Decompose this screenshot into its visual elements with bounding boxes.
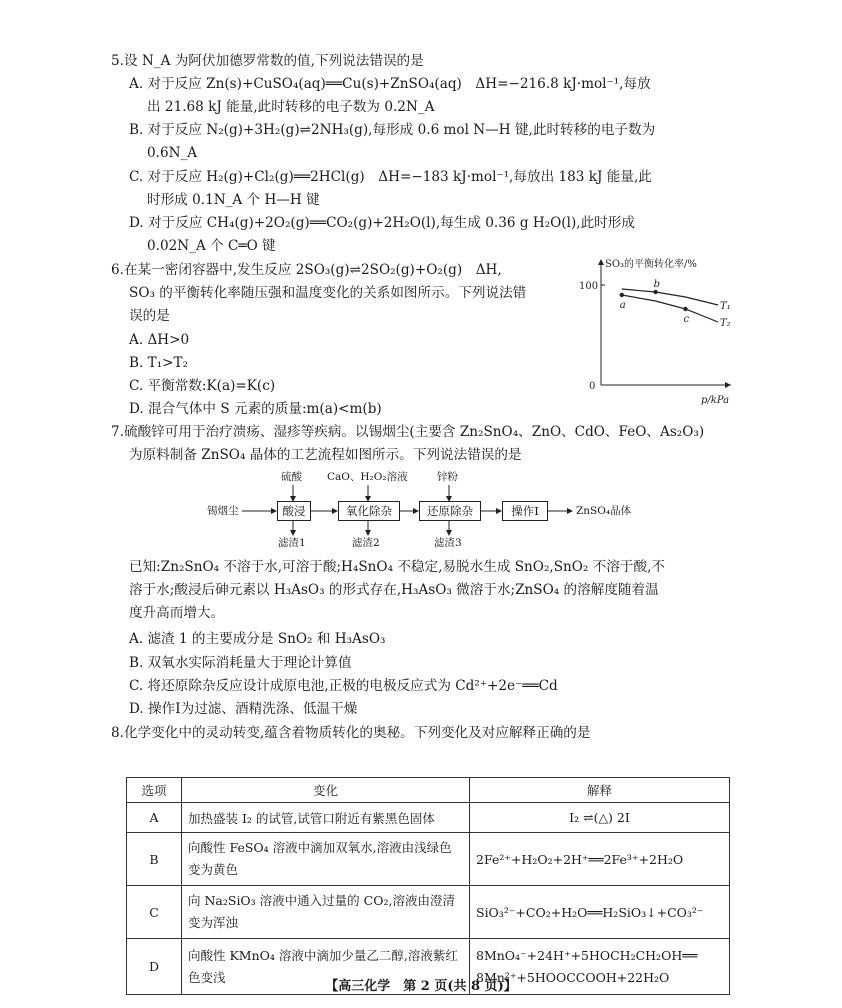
q7-option-d: D. 操作Ⅰ为过滤、酒精洗涤、低温干燥 [129, 701, 358, 717]
q8-table-header [127, 778, 730, 803]
q8-table [126, 777, 730, 995]
q6-stem-line2: SO₃ 的平衡转化率随压强和温度变化的关系如图所示。下列说法错 [129, 285, 527, 301]
q7-known-line1: 已知:Zn₂SnO₄ 不溶于水,可溶于酸;H₄SnO₄ 不稳定,易脱水生成 SnO₂,SnO₂ 不溶于酸,不 [129, 559, 665, 575]
x-axis-label: p/kPa [701, 395, 730, 406]
series-line-2 [619, 295, 718, 322]
q5-option-c-line2: 时形成 0.1N_A 个 H—H 键 [147, 192, 320, 208]
point-a [620, 293, 624, 297]
table-row [127, 803, 730, 833]
origin-label: 0 [589, 381, 596, 392]
q5-option-a-line2: 出 21.68 kJ 能量,此时转移的电子数为 0.2N_A [147, 99, 435, 115]
q6-option-b: B. T₁>T₂ [129, 355, 189, 371]
q8-header-change: 变化 [182, 778, 470, 803]
point-b [653, 290, 657, 294]
y-axis-arrow [598, 259, 604, 265]
q8-row-a-change: 加热盛装 I₂ 的试管,试管口附近有紫黑色固体 [182, 803, 470, 833]
point-c [683, 307, 687, 311]
flow-end: ZnSO₄晶体 [576, 505, 632, 517]
q7-stem-line2: 为原料制备 ZnSO₄ 晶体的工艺流程如图所示。下列说法错误的是 [129, 447, 522, 463]
q7-option-b: B. 双氧水实际消耗量大于理论计算值 [129, 655, 352, 671]
q8-header-option: 选项 [127, 778, 182, 803]
table-row [127, 886, 730, 939]
q7-known-line2: 溶于水;酸浸后砷元素以 H₃AsO₃ 的形式存在,H₃AsO₃ 微溶于水;ZnSO₄ 的溶解度随着温 [129, 582, 659, 598]
flow-start: 锡烟尘 [207, 505, 239, 517]
q6-stem-line3: 误的是 [129, 308, 170, 324]
q8-stem: 8.化学变化中的灵动转变,蕴含着物质转化的奥秘。下列变化及对应解释正确的是 [111, 725, 591, 741]
q8-row-c-change: 向 Na₂SiO₃ 溶液中通入过量的 CO₂,溶液由澄清变为浑浊 [182, 886, 470, 939]
page-footer: 【高三化学 第 2 页(共 8 页)】 [325, 979, 517, 994]
chart-lines [619, 289, 718, 322]
chart-axes [598, 259, 731, 388]
flow-input-2: CaO、H₂O₂溶液 [327, 471, 408, 483]
point-label-c: c [683, 314, 690, 325]
q8-row-a-explain: I₂ ⇌(△) 2I [470, 803, 730, 833]
q5-option-d-line1: D. 对于反应 CH₄(g)+2O₂(g)══CO₂(g)+2H₂O(l),每生成 0.36 g H₂O(l),此时形成 [129, 215, 635, 231]
q5-option-d-line2: 0.02N_A 个 C═O 键 [147, 238, 276, 254]
q5-option-b-line2: 0.6N_A [147, 145, 198, 161]
flow-box-oxidation: 氧化除杂 [338, 501, 400, 521]
q5-option-a-line1: A. 对于反应 Zn(s)+CuSO₄(aq)══Cu(s)+ZnSO₄(aq) ΔH=−216.8 kJ·mol⁻¹,每放 [129, 76, 651, 92]
q6-option-d: D. 混合气体中 S 元素的质量:m(a)<m(b) [129, 401, 382, 417]
q7-known-line3: 度升高而增大。 [129, 605, 225, 621]
q7-option-c: C. 将还原除杂反应设计成原电池,正极的电极反应式为 Cd²⁺+2e⁻══Cd [129, 678, 558, 694]
q6-option-c: C. 平衡常数:K(a)=K(c) [129, 378, 276, 394]
q8-row-b-explain: 2Fe²⁺+H₂O₂+2H⁺══2Fe³⁺+2H₂O [470, 833, 730, 886]
flow-box-reduction: 还原除杂 [419, 501, 481, 521]
q7-stem-line1: 7.硫酸锌可用于治疗溃疡、湿疹等疾病。以锡烟尘(主要含 Zn₂SnO₄、ZnO、CdO、FeO、As₂O₃) [111, 424, 705, 440]
q6-stem-line1: 6.在某一密闭容器中,发生反应 2SO₃(g)⇌2SO₂(g)+O₂(g) ΔH, [111, 262, 502, 278]
y-tick-label: 100 [579, 281, 599, 292]
x-axis-arrow [725, 382, 731, 388]
series-label-2: T₂ [720, 318, 731, 329]
q6-chart [575, 255, 740, 410]
q8-row-d-explain: 8MnO₄⁻+24H⁺+5HOCH₂CH₂OH══ 8Mn²⁺+5HOOCCOOH+22H₂O [470, 939, 730, 995]
q8-row-d-change: 向酸性 KMnO₄ 溶液中滴加少量乙二醇,溶液紫红色变浅 [182, 939, 470, 995]
q8-row-a-option: A [127, 803, 182, 833]
flow-residue-2: 滤渣2 [352, 537, 380, 549]
q8-row-b-change: 向酸性 FeSO₄ 溶液中滴加双氧水,溶液由浅绿色变为黄色 [182, 833, 470, 886]
q5-stem: 5.设 N_A 为阿伏加德罗常数的值,下列说法错误的是 [111, 53, 424, 69]
flow-box-acid-leach: 酸浸 [277, 501, 311, 521]
q8-row-c-option: C [127, 886, 182, 939]
flow-input-3: 锌粉 [437, 471, 458, 483]
q8-row-d-option: D [127, 939, 182, 995]
point-label-b: b [653, 279, 661, 290]
flow-box-operation-1: 操作Ⅰ [502, 501, 548, 521]
series-label-1: T₁ [720, 301, 731, 312]
q6-option-a: A. ΔH>0 [129, 332, 190, 348]
point-label-a: a [619, 300, 626, 311]
flow-input-1: 硫酸 [281, 471, 302, 483]
table-row [127, 833, 730, 886]
q8-header-explain: 解释 [470, 778, 730, 803]
chart-text [579, 257, 731, 406]
flow-residue-1: 滤渣1 [278, 537, 306, 549]
q5-option-b-line1: B. 对于反应 N₂(g)+3H₂(g)⇌2NH₃(g),每形成 0.6 mol N—H 键,此时转移的电子数为 [129, 122, 656, 138]
q7-option-a: A. 滤渣 1 的主要成分是 SnO₂ 和 H₃AsO₃ [129, 631, 386, 647]
q5-option-c-line1: C. 对于反应 H₂(g)+Cl₂(g)══2HCl(g) ΔH=−183 kJ·mol⁻¹,每放出 183 kJ 能量,此 [129, 169, 652, 185]
flow-residue-3: 滤渣3 [434, 537, 462, 549]
y-axis-label: SO₃的平衡转化率/% [605, 259, 697, 270]
q8-row-c-explain: SiO₃²⁻+CO₂+H₂O══H₂SiO₃↓+CO₃²⁻ [470, 886, 730, 939]
q8-row-b-option: B [127, 833, 182, 886]
